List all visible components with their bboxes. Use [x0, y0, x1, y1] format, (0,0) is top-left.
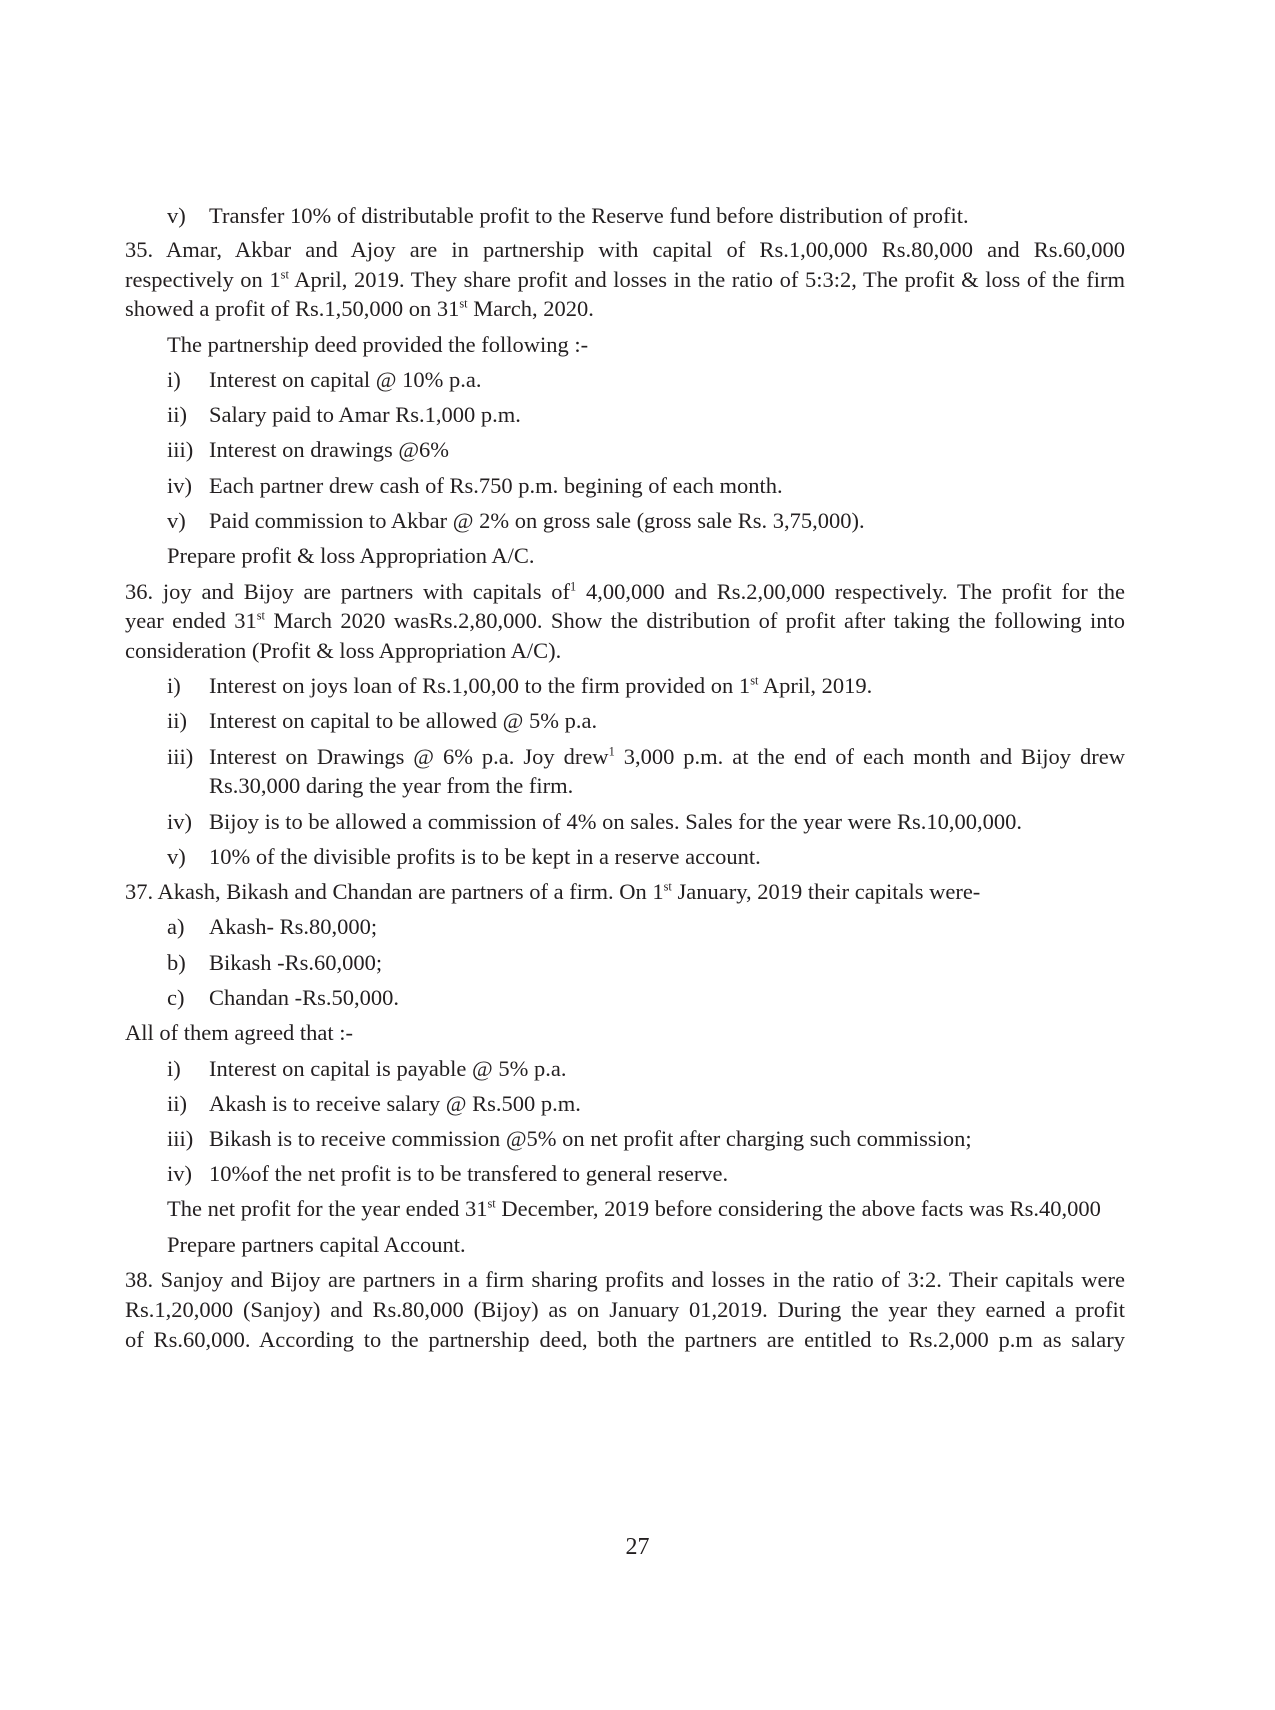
item-text: Bikash is to receive commission @5% on net profit after charging such commission; [209, 1126, 972, 1151]
question-35-intro: The partnership deed provided the following :- [167, 332, 589, 357]
question-38-line-2: Rs.1,20,000 (Sanjoy) and Rs.80,000 (Bijoy) as on January 01,2019. During the year they earned a profit [125, 1297, 1125, 1322]
item-text: Interest on capital to be allowed @ 5% p.a. [209, 708, 598, 733]
item-marker: i) [167, 673, 181, 698]
question-37-line-1: 37. Akash, Bikash and Chandan are partners of a firm. On 1st January, 2019 their capitals were- [125, 879, 981, 904]
item-marker: v) [167, 508, 186, 533]
item-marker: ii) [167, 402, 187, 427]
item-marker: iii) [167, 437, 194, 462]
question-35-closing: Prepare profit & loss Appropriation A/C. [167, 543, 535, 568]
item-text: Paid commission to Akbar @ 2% on gross sale (gross sale Rs. 3,75,000). [209, 508, 865, 533]
item-text: 10% of the divisible profits is to be kept in a reserve account. [209, 844, 761, 869]
question-38-line-1: 38. Sanjoy and Bijoy are partners in a firm sharing profits and losses in the ratio of 3:2. Their capitals were [125, 1267, 1125, 1292]
item-marker: v) [167, 844, 186, 869]
item-text: Bikash -Rs.60,000; [209, 950, 383, 975]
item-marker: iii) [167, 1126, 194, 1151]
item-marker: ii) [167, 708, 187, 733]
item-text: Interest on capital is payable @ 5% p.a. [209, 1056, 567, 1081]
question-37-net-profit: The net profit for the year ended 31st December, 2019 before considering the above facts was Rs.40,000 [167, 1196, 1101, 1221]
item-text: Interest on Drawings @ 6% p.a. Joy drew$^1$ 3,000 p.m. at the end of each month and Bijoy drew [209, 744, 1125, 769]
page-number: 27 [625, 1534, 650, 1560]
item-text: Akash- Rs.80,000; [209, 914, 378, 939]
item-marker: iv) [167, 1161, 192, 1186]
item-marker: v) [167, 203, 186, 228]
item-marker: b) [167, 950, 186, 975]
question-37-agreed: All of them agreed that :- [125, 1020, 354, 1045]
item-text: Interest on joys loan of Rs.1,00,00 to the firm provided on 1st April, 2019. [209, 673, 873, 698]
item-text: Interest on drawings @6% [209, 437, 450, 462]
item-text: Akash is to receive salary @ Rs.500 p.m. [209, 1091, 581, 1116]
question-35-line-2: respectively on 1st April, 2019. They share profit and losses in the ratio of 5:3:2, The profit & loss of the firm [125, 267, 1126, 292]
item-text: Interest on capital @ 10% p.a. [209, 367, 482, 392]
item-text: 10%of the net profit is to be transfered to general reserve. [209, 1161, 729, 1186]
item-marker: iii) [167, 744, 194, 769]
item-text: Transfer 10% of distributable profit to the Reserve fund before distribution of profit. [209, 203, 969, 228]
question-36-line-3: consideration (Profit & loss Appropriation A/C). [125, 638, 562, 663]
question-38-line-3: of Rs.60,000. According to the partnership deed, both the partners are entitled to Rs.2,000 p.m as salary [125, 1327, 1125, 1352]
item-marker: iv) [167, 473, 192, 498]
item-text: Chandan -Rs.50,000. [209, 985, 399, 1010]
item-marker: a) [167, 914, 185, 939]
item-marker: iv) [167, 809, 192, 834]
question-35-line-3: showed a profit of Rs.1,50,000 on 31st March, 2020. [125, 296, 594, 321]
item-marker: ii) [167, 1091, 187, 1116]
item-marker: i) [167, 1056, 181, 1081]
item-text: Rs.30,000 daring the year from the firm. [209, 773, 574, 798]
question-36-line-2: year ended 31st March 2020 wasRs.2,80,000. Show the distribution of profit after taking the following into [125, 608, 1125, 633]
question-36-line-1: 36. joy and Bijoy are partners with capitals $of^1$ 4,00,000 and Rs.2,00,000 respectively. The profit for the [125, 579, 1125, 604]
item-marker: c) [167, 985, 185, 1010]
item-marker: i) [167, 367, 181, 392]
question-37-closing: Prepare partners capital Account. [167, 1232, 466, 1257]
question-35-line-1: 35. Amar, Akbar and Ajoy are in partnership with capital of Rs.1,00,000 Rs.80,000 and Rs.60,000 [125, 237, 1125, 262]
item-text: Each partner drew cash of Rs.750 p.m. begining of each month. [209, 473, 783, 498]
item-text: Salary paid to Amar Rs.1,000 p.m. [209, 402, 521, 427]
item-text: Bijoy is to be allowed a commission of 4% on sales. Sales for the year were Rs.10,00,000. [209, 809, 1022, 834]
